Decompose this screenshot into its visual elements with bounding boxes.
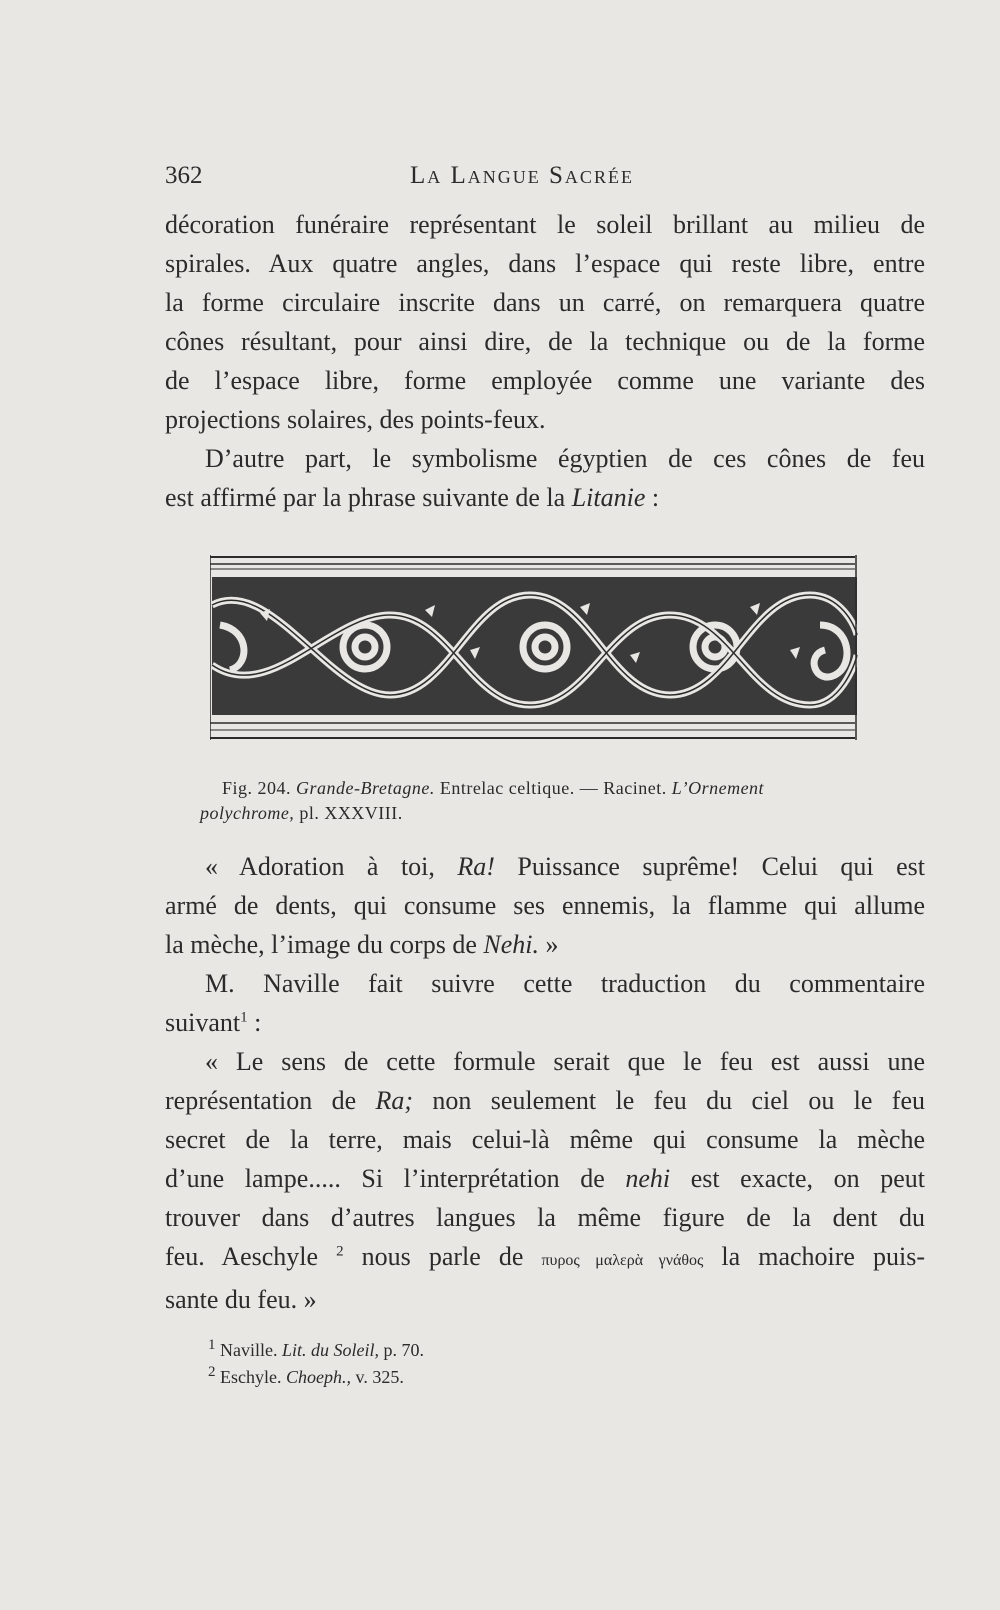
text-line: « Adoration à toi, Ra! Puissance suprême! Celui qui est — [205, 852, 925, 881]
text-line: M. Naville fait suivre cette traduction du commentaire — [205, 969, 925, 998]
footnote-ref: 2 — [336, 1243, 344, 1260]
text-line: D’autre part, le symbolisme égyptien de ces cônes de feu — [205, 444, 925, 473]
text-line: feu. Aeschyle $^2$ nous parle de πυρος μαλερὰ γνάθος la machoire puis- — [165, 1242, 925, 1271]
text-line: décoration funéraire représentant le soleil brillant au milieu de — [165, 210, 925, 239]
text-line: « Le sens de cette formule serait que le feu est aussi une — [205, 1047, 925, 1076]
text-line: spirales. Aux quatre angles, dans l’espace qui reste libre, entre — [165, 249, 925, 278]
text-line: suivant$^1$ : — [165, 1008, 262, 1037]
footnote-ref: 1 — [240, 1009, 248, 1026]
text-line: la mèche, l’image du corps de Nehi. » — [165, 930, 559, 959]
figure-caption: Fig. 204. Grande-Bretagne. Entrelac celtique. — Racinet. L’Ornement polychrome, pl. XXXVIII. — [200, 778, 765, 823]
text-line: la forme circulaire inscrite dans un carré, on remarquera quatre — [165, 288, 925, 317]
interlace-band-illustration — [210, 555, 870, 745]
celtic-interlace-figure — [210, 555, 870, 745]
quote-1 — [165, 847, 925, 964]
footnotes — [208, 1337, 808, 1391]
running-header — [165, 162, 925, 196]
text-line: projections solaires, des points-feux. — [165, 405, 546, 434]
greek-phrase: πυρος μαλερὰ γνάθος — [541, 1252, 704, 1269]
footnote: $^1$ Naville. Lit. du Soleil, p. 70. — [208, 1337, 424, 1360]
text-line: cônes résultant, pour ainsi dire, de la technique ou de la forme — [165, 327, 925, 356]
text-line: de l’espace libre, forme employée comme une variante des — [165, 366, 925, 395]
text-line: armé de dents, qui consume ses ennemis, la flamme qui allume — [165, 891, 925, 920]
paragraph-2 — [165, 439, 925, 517]
paragraph-1 — [165, 205, 925, 439]
text-line: sante du feu. » — [165, 1285, 317, 1314]
text-line: est affirmé par la phrase suivante de la Litanie : — [165, 483, 660, 512]
footnote: $^2$ Eschyle. Choeph., v. 325. — [208, 1364, 404, 1387]
text-line: trouver dans d’autres langues la même figure de la dent du — [165, 1203, 925, 1232]
running-title: La Langue Sacrée — [410, 162, 634, 189]
text-line: représentation de Ra; non seulement le feu du ciel ou le feu — [165, 1086, 925, 1115]
quote-2 — [165, 1042, 925, 1319]
paragraph-3 — [165, 964, 925, 1042]
text-line: d’une lampe..... Si l’interprétation de nehi est exacte, on peut — [165, 1164, 925, 1193]
text-line: secret de la terre, mais celui-là même qui consume la mèche — [165, 1125, 925, 1154]
page-number: 362 — [165, 162, 203, 189]
